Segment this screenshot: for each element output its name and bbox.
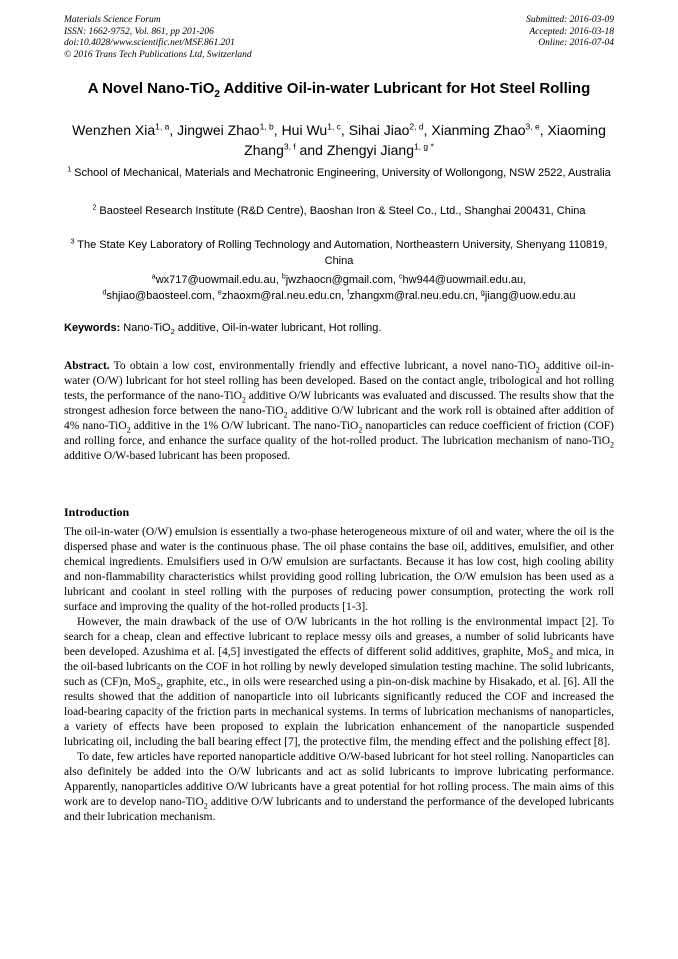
author-sup: 1, c xyxy=(327,121,341,132)
journal-info xyxy=(64,15,252,61)
affiliation-2 xyxy=(64,203,614,219)
author-sup: 3, e xyxy=(525,121,540,132)
abstract-text: additive O/W lubricants was evaluated and discussed. The results show that the strongest adhesion force between the nano-TiO xyxy=(64,390,615,417)
email-link[interactable]: hw944@uowmail.edu.au xyxy=(402,274,524,286)
email-line: $^a$wx717@uowmail.edu.au, $^b$jwzhaocn@gmail.com, $^c$hw944@uowmail.edu.au, xyxy=(151,273,527,286)
email-sup: a xyxy=(151,273,156,281)
separator: , xyxy=(169,122,178,138)
separator: , xyxy=(273,122,282,138)
intro-paragraph-3 xyxy=(64,750,614,825)
subscript: 2 xyxy=(610,440,614,450)
affiliation-text: School of Mechanical, Materials and Mechatronic Engineering, University of Wollongong, NSW 2522, Australia xyxy=(74,167,611,179)
paper-title xyxy=(60,79,618,99)
paragraph-text: However, the main drawback of the use of O/W lubricants in the hot rolling is the environmental impact [2]. To search for a cheap, clean and effective lubricant to replace messy oils and greases, a number of solid lubricants have been developed. Azushima et al. [4,5] investigated the effects of different solid additives, graphite, MoS xyxy=(64,616,614,658)
author: Xianming Zhao xyxy=(431,122,526,138)
online-date: Online: 2016-07-04 xyxy=(538,38,614,48)
affiliation-1 xyxy=(64,165,614,181)
paragraph-text: additive O/W lubricants and to understand the performance of the developed lubricants and their lubrication mechanism. xyxy=(64,796,614,823)
title-subscript: 2 xyxy=(214,89,220,100)
keywords-text: additive, Oil-in-water lubricant, Hot rolling. xyxy=(174,322,382,334)
email-sup: c xyxy=(399,273,403,281)
abstract-text: additive oil-in-water (O/W) lubricant for hot steel rolling has been developed. Based on the contact angle, tribological and hot rolling tests, the performance of the nano-TiO xyxy=(64,360,614,402)
separator: , xyxy=(423,122,432,138)
abstract-paragraph xyxy=(64,359,614,464)
subscript: 2 xyxy=(203,801,208,811)
subscript: 2 xyxy=(156,681,161,691)
email-line: $^d$shjiao@baosteel.com, $^e$zhaoxm@ral.neu.edu.cn, $^f$zhangxm@ral.neu.edu.cn, $^g$jiang@uow.edu.au xyxy=(102,289,576,302)
author-sup: 3, f xyxy=(283,141,296,152)
email-sup: e xyxy=(217,289,222,297)
affiliation-text: Baosteel Research Institute (R&D Centre), Baoshan Iron & Steel Co., Ltd., Shanghai 200431, China xyxy=(99,205,586,217)
email-link[interactable]: jwzhaocn@gmail.com xyxy=(285,274,393,286)
paragraph-text: To date, few articles have reported nanoparticle additive O/W-based lubricant for hot steel rolling. Nanoparticles can also definitely be added into the O/W lubricants and act as solid lubricants to improve lubricating performance. Apparently, nanoparticles additive O/W lubricants have a great potential for hot rolling process. The main aims of this work are to develop nano-TiO xyxy=(64,751,614,808)
email-sup: b xyxy=(281,273,286,281)
subscript: 2 xyxy=(549,651,554,661)
author: Hui Wu xyxy=(281,122,328,138)
author: Wenzhen Xia xyxy=(72,122,156,138)
subscript: 2 xyxy=(283,410,288,420)
intro-paragraph-1: The oil-in-water (O/W) emulsion is essentially a two-phase heterogeneous mixture of oil and water, where the oil is the dispersed phase and water is the continuous phase. The oil phase contains the base oil, additives, emulsifier, and other chemical ingredients. Emulsifiers used in O/W emulsion are surfactants. Because it has low cost, high cooling ability and non-flammability characteristics whilst providing good rolling lubrication, the O/W emulsion has been used as a lubricant and coolant in steel rolling with the purposes of reducing power consumption, protecting the work roll surface and improving the quality of the hot-rolled products [1-3]. xyxy=(64,526,614,613)
abstract-label: Abstract. xyxy=(64,360,110,372)
paragraph-text: and mica, in the oil-based lubricants on the COF in hot rolling by newly developed simulation testing machine. The solid lubricants, such as (CF)n, MoS xyxy=(64,646,614,688)
subscript: 2 xyxy=(241,395,246,405)
keywords xyxy=(64,321,616,335)
author: Xiaoming Zhang xyxy=(244,122,606,158)
author-sup: 1, a xyxy=(155,121,170,132)
separator: , xyxy=(539,122,548,138)
author: Zhengyi Jiang xyxy=(326,142,414,158)
abstract-text: additive O/W lubricant and the work roll is obtained after addition of 4% nano-TiO xyxy=(64,405,614,432)
email-link[interactable]: wx717@uowmail.edu.au xyxy=(155,274,276,286)
author-sup: 1, b xyxy=(259,121,274,132)
title-part: A Novel Nano-TiO xyxy=(87,80,215,97)
author: Sihai Jiao xyxy=(348,122,410,138)
email-link[interactable]: shjiao@baosteel.com xyxy=(106,290,212,302)
keywords-text: Nano-TiO xyxy=(120,322,171,334)
subscript: 2 xyxy=(535,365,540,375)
separator: , xyxy=(340,122,349,138)
abstract-text: additive in the 1% O/W lubricant. The nano-TiO xyxy=(130,420,359,432)
email-link[interactable]: zhaoxm@ral.neu.edu.cn xyxy=(221,290,342,302)
author: Jingwei Zhao xyxy=(177,122,260,138)
intro-paragraph-2 xyxy=(64,615,614,750)
affiliation-num: 1 xyxy=(67,166,72,174)
title-part: Additive Oil-in-water Lubricant for Hot Steel Rolling xyxy=(219,80,591,97)
accepted-date: Accepted: 2016-03-18 xyxy=(529,26,614,37)
affiliation-num: 3 xyxy=(70,238,75,246)
introduction-body xyxy=(64,525,614,825)
email-sup: g xyxy=(480,289,485,297)
dates-info xyxy=(526,15,614,50)
email-sup: d xyxy=(102,289,107,297)
separator: and xyxy=(295,142,327,158)
journal-issn: ISSN: 1662-9752, Vol. 861, pp 201-206 xyxy=(64,26,214,37)
affiliation-num: 2 xyxy=(92,204,97,212)
journal-copyright: © 2016 Trans Tech Publications Ltd, Switzerland xyxy=(64,49,252,60)
abstract xyxy=(64,359,614,464)
keywords-label: Keywords: xyxy=(64,322,121,334)
journal-name: Materials Science Forum xyxy=(64,15,161,25)
email-sup: f xyxy=(347,289,350,297)
email-link[interactable]: jiang@uow.edu.au xyxy=(484,290,576,302)
author-sup: 2, d xyxy=(409,121,424,132)
affiliation-text: The State Key Laboratory of Rolling Technology and Automation, Northeastern University, Shenyang 110819, China xyxy=(77,239,608,267)
section-heading-introduction: Introduction xyxy=(64,505,130,519)
keywords-subscript: 2 xyxy=(170,327,175,337)
abstract-text: To obtain a low cost, environmentally friendly and effective lubricant, a novel nano-TiO xyxy=(109,360,536,372)
email-link[interactable]: zhangxm@ral.neu.edu.cn xyxy=(349,290,475,302)
affiliation-3 xyxy=(64,237,614,269)
subscript: 2 xyxy=(358,425,363,435)
subscript: 2 xyxy=(126,425,131,435)
email-list xyxy=(50,272,628,304)
paragraph-text: , graphite, etc., in oils were researched using a pin-on-disk machine by Hisakado, et al. [6]. All the results showed that the addition of nanoparticle into oil lubricants significantly reduced the COF and increased the load-bearing capacity of the friction parts in mechanical systems. In terms of lubrication mechanisms of nanoparticles, a variety of effects have been proposed to explain the lubrication enhancement of the nanoparticle suspended lubricating oil, including the ball bearing effect [7], the protective film, the mending effect and the polishing effect [8]. xyxy=(64,676,614,748)
submitted-date: Submitted: 2016-03-09 xyxy=(526,15,614,25)
author-list xyxy=(60,120,618,160)
journal-doi: doi:10.4028/www.scientific.net/MSF.861.201 xyxy=(64,38,235,48)
author-sup: 1, g * xyxy=(413,141,434,152)
abstract-text: additive O/W-based lubricant has been proposed. xyxy=(64,450,291,462)
abstract-text: nanoparticles can reduce coefficient of friction (COF) and rolling force, and enhance the surface quality of the hot-rolled product. The lubrication mechanism of nano-TiO xyxy=(64,420,614,447)
